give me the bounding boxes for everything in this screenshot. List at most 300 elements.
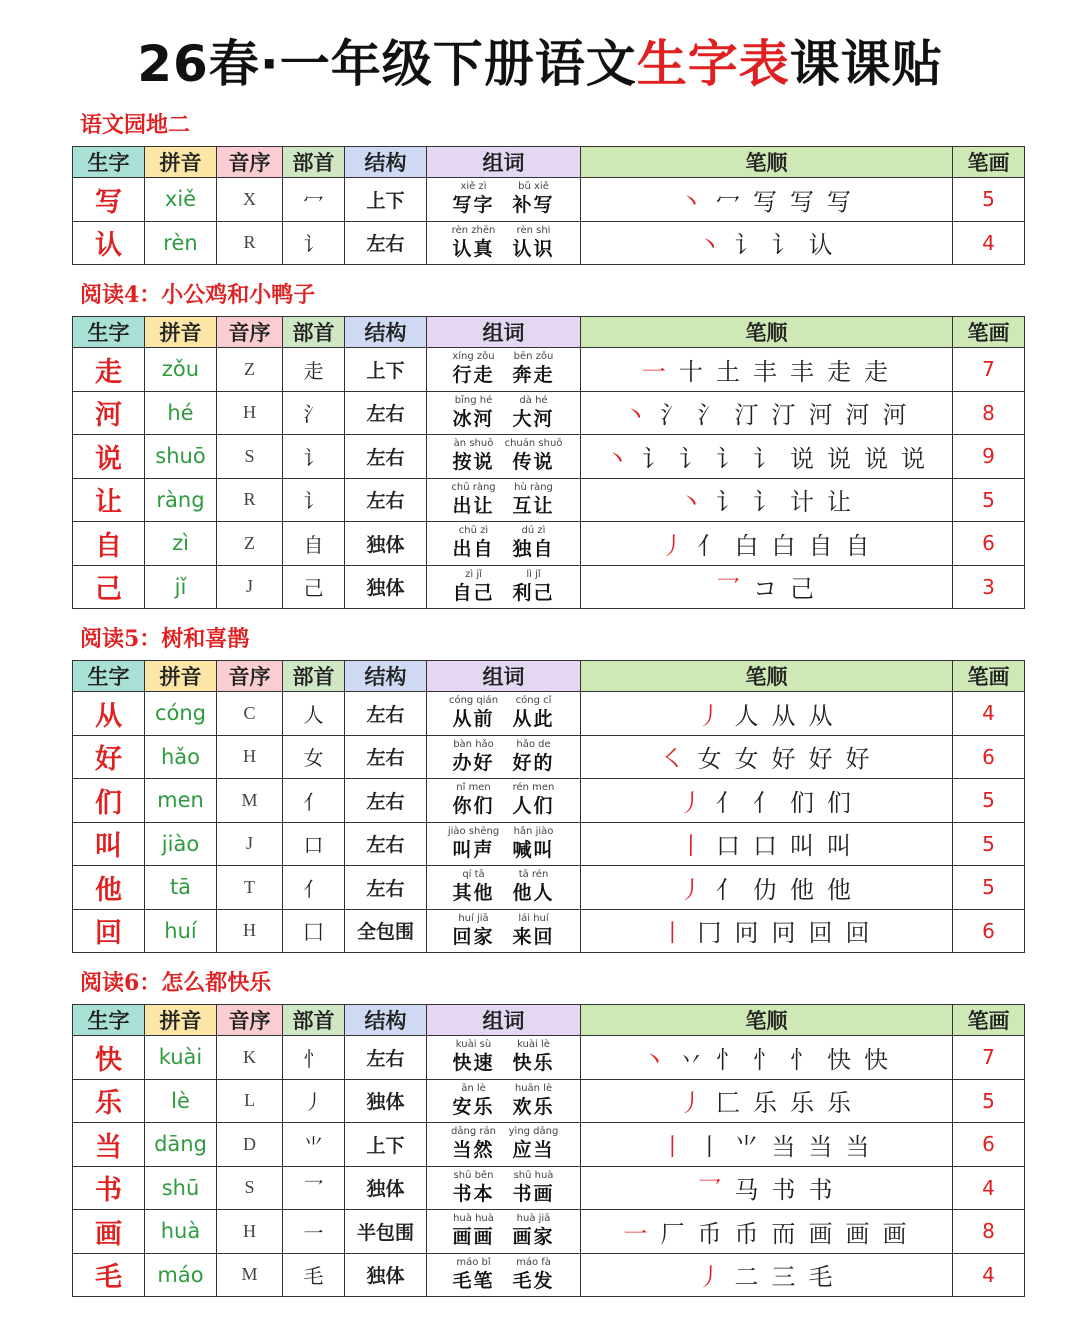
word-chinese: 喊叫 [512,838,555,861]
character-table [72,660,1025,953]
stroke-step: 仂 [753,875,777,904]
character-cell: 回 [73,909,145,953]
word-pair [444,181,504,217]
word-pinyin: rèn zhēn [451,224,496,236]
title-suffix: 课课贴 [789,35,943,93]
order-cell: H [217,1210,283,1254]
header-strokes: 笔顺 [581,147,953,178]
stroke-count-cell: 5 [953,779,1025,823]
stroke-order-cell [581,435,953,479]
word-chinese: 利己 [512,581,555,604]
character-cell: 写 [73,178,145,222]
table-row [73,779,1025,823]
word-pair [504,782,564,818]
stroke-step: 画 [882,1219,907,1248]
stroke-count-cell: 6 [953,522,1025,566]
radical-cell: 亻 [283,779,345,823]
stroke-count-cell: 4 [953,1253,1025,1297]
table-row [73,1123,1025,1167]
character-cell: 当 [73,1123,145,1167]
stroke-step: 叫 [827,832,851,861]
table-header [73,661,1025,692]
stroke-step: 乐 [753,1089,777,1118]
stroke-step: 画 [808,1219,833,1248]
word-pinyin: cóng qián [448,695,499,707]
stroke-step: 乐 [827,1089,851,1118]
order-cell: H [217,909,283,953]
structure-cell: 左右 [345,435,427,479]
stroke-step: 写 [753,187,777,216]
stroke-step: 口 [716,832,740,861]
word-pair [444,739,504,775]
word-chinese: 冰河 [452,407,495,430]
stroke-order-cell [581,348,953,392]
radical-cell: 囗 [283,909,345,953]
stroke-order-cell [581,692,953,736]
words-cell [427,866,581,910]
stroke-step: 厂 [660,1219,685,1248]
word-pair [444,569,504,605]
words-cell [427,391,581,435]
word-chinese: 传说 [512,451,555,474]
word-chinese: 书画 [512,1182,555,1205]
table-row [73,1210,1025,1254]
character-cell: 画 [73,1210,145,1254]
stroke-count-cell: 5 [953,822,1025,866]
stroke-step: 口 [753,832,777,861]
stroke-step: 白 [734,531,759,560]
stroke-count-cell: 9 [953,435,1025,479]
structure-cell: 左右 [345,221,427,265]
word-chinese: 奔走 [512,364,555,387]
structure-cell: 左右 [345,692,427,736]
word-pair [504,1083,564,1119]
order-cell: X [217,178,283,222]
table-row [73,565,1025,609]
stroke-count-cell: 6 [953,909,1025,953]
stroke-step: 丿 [660,531,685,560]
character-cell: 们 [73,779,145,823]
pinyin-cell: zì [145,522,217,566]
word-chinese: 应当 [512,1139,555,1162]
stroke-step: 氵 [697,401,722,430]
stroke-count-cell: 5 [953,478,1025,522]
word-pair [504,438,564,474]
pinyin-cell: dāng [145,1123,217,1167]
stroke-step: 匚 [716,1089,740,1118]
stroke-step: 丷 [679,1045,703,1074]
section-title: 语文园地二 [80,112,191,138]
header-count: 笔画 [953,661,1025,692]
pinyin-cell: men [145,779,217,823]
order-cell: Z [217,522,283,566]
stroke-step: 讠 [753,488,777,517]
stroke-order-cell [581,1166,953,1210]
stroke-order-cell [581,1079,953,1123]
stroke-step: 从 [771,701,796,730]
word-pinyin: dà hé [519,394,548,406]
words-cell [427,735,581,779]
stroke-step: 土 [716,357,740,386]
stroke-order-cell [581,221,953,265]
word-pair [444,1257,504,1293]
header-char: 生字 [73,1005,145,1036]
header-order: 音序 [217,147,283,178]
structure-cell: 独体 [345,1079,427,1123]
stroke-step: 亻 [716,788,740,817]
stroke-step: 二 [734,1263,759,1292]
table-row [73,1036,1025,1080]
words-cell [427,1210,581,1254]
table-row [73,221,1025,265]
pinyin-cell: tā [145,866,217,910]
word-pinyin: rén men [512,782,555,794]
table-row [73,348,1025,392]
stroke-step: 说 [790,444,814,473]
stroke-step: 讠 [771,231,796,260]
section-title: 阅读6：怎么都快乐 [80,970,272,996]
word-pair [504,1039,564,1075]
structure-cell: 独体 [345,565,427,609]
order-cell: H [217,735,283,779]
stroke-step: 亻 [753,788,777,817]
character-cell: 乐 [73,1079,145,1123]
stroke-step: 说 [864,444,888,473]
stroke-step: 讠 [753,444,777,473]
stroke-order-cell [581,1036,953,1080]
stroke-step: 汀 [734,401,759,430]
stroke-step: 当 [808,1132,833,1161]
order-cell: R [217,221,283,265]
word-chinese: 大河 [512,407,555,430]
header-pinyin: 拼音 [145,317,217,348]
order-cell: K [217,1036,283,1080]
word-chinese: 行走 [452,364,495,387]
stroke-step: 毛 [808,1263,833,1292]
stroke-step: 忄 [753,1045,777,1074]
word-pair [444,826,504,862]
word-chinese: 出让 [452,494,495,517]
stroke-step: 他 [790,875,814,904]
words-cell [427,522,581,566]
word-pair [504,1213,564,1249]
word-chinese: 来回 [512,925,555,948]
word-pinyin: bǔ xiě [518,181,549,193]
word-chinese: 互让 [512,494,555,517]
word-chinese: 画画 [452,1226,495,1249]
header-count: 笔画 [953,317,1025,348]
word-pinyin: huí jiā [458,912,489,924]
stroke-count-cell: 4 [953,1166,1025,1210]
structure-cell: 左右 [345,866,427,910]
word-chinese: 毛笔 [452,1269,495,1292]
stroke-order-cell [581,1123,953,1167]
stroke-step: 们 [790,788,814,817]
character-cell: 好 [73,735,145,779]
stroke-order-cell [581,178,953,222]
header-pinyin: 拼音 [145,1005,217,1036]
word-pinyin: chū ràng [451,481,496,493]
character-table [72,146,1025,265]
word-pinyin: huà huà [453,1213,494,1225]
character-cell: 从 [73,692,145,736]
pinyin-cell: jǐ [145,565,217,609]
word-chinese: 认真 [452,237,495,260]
word-pair [444,395,504,431]
table-row [73,1079,1025,1123]
word-pinyin: shū běn [453,1169,494,1181]
table-row [73,692,1025,736]
word-chinese: 书本 [452,1182,495,1205]
stroke-count-cell: 4 [953,221,1025,265]
header-structure: 结构 [345,317,427,348]
structure-cell: 左右 [345,779,427,823]
word-pinyin: shū huà [513,1169,554,1181]
character-cell: 己 [73,565,145,609]
stroke-count-cell: 5 [953,866,1025,910]
word-pinyin: bīng hé [454,394,493,406]
stroke-step: 丶 [697,231,722,260]
word-chinese: 毛发 [512,1269,555,1292]
radical-cell: 己 [283,565,345,609]
order-cell: H [217,391,283,435]
word-pair [444,351,504,387]
word-pair [444,913,504,949]
stroke-step: 河 [882,401,907,430]
character-table [72,1004,1025,1297]
stroke-step: 亻 [716,875,740,904]
stroke-step: 丨 [660,1132,685,1161]
order-cell: L [217,1079,283,1123]
order-cell: S [217,435,283,479]
word-pinyin: zì jǐ [465,568,482,580]
pinyin-cell: jiào [145,822,217,866]
word-chinese: 认识 [512,237,555,260]
table-header [73,147,1025,178]
stroke-step: 好 [845,745,870,774]
stroke-step: 讠 [716,488,740,517]
stroke-step: 丰 [790,357,814,386]
stroke-step: 自 [808,531,833,560]
stroke-step: 讠 [716,444,740,473]
title-highlight: 生字表 [636,35,790,93]
word-pinyin: chū zì [458,525,489,537]
radical-cell: 女 [283,735,345,779]
pinyin-cell: zǒu [145,348,217,392]
word-pair [504,482,564,518]
stroke-step: 氵 [660,401,685,430]
word-pair [504,739,564,775]
stroke-step: 丿 [679,875,703,904]
word-pinyin: máo fà [516,1256,551,1268]
stroke-step: 讠 [642,444,666,473]
radical-cell: 讠 [283,478,345,522]
character-cell: 叫 [73,822,145,866]
stroke-step: 一 [642,357,666,386]
stroke-count-cell: 4 [953,692,1025,736]
header-radical: 部首 [283,1005,345,1036]
words-cell [427,779,581,823]
stroke-step: 丨 [679,832,703,861]
table-row [73,391,1025,435]
structure-cell: 左右 [345,478,427,522]
word-pinyin: lái huí [518,912,549,924]
stroke-step: 快 [827,1045,851,1074]
stroke-step: 叫 [790,832,814,861]
table-header [73,1005,1025,1036]
stroke-step: 当 [771,1132,796,1161]
character-cell: 书 [73,1166,145,1210]
word-pinyin: xiě zì [460,181,487,193]
header-order: 音序 [217,317,283,348]
structure-cell: 半包围 [345,1210,427,1254]
order-cell: Z [217,348,283,392]
stroke-step: 自 [845,531,870,560]
stroke-step: 三 [771,1263,796,1292]
header-count: 笔画 [953,1005,1025,1036]
word-pinyin: yìng dāng [508,1126,559,1138]
word-pair [444,1039,504,1075]
stroke-step: 丿 [697,1263,722,1292]
pinyin-cell: hǎo [145,735,217,779]
word-pair [444,1083,504,1119]
stroke-step: 冖 [716,187,740,216]
stroke-order-cell [581,391,953,435]
header-words: 组词 [427,1005,581,1036]
header-char: 生字 [73,317,145,348]
stroke-order-cell [581,565,953,609]
stroke-step: 亻 [697,531,722,560]
word-chinese: 按说 [452,451,495,474]
header-radical: 部首 [283,147,345,178]
stroke-step: 好 [808,745,833,774]
header-pinyin: 拼音 [145,147,217,178]
stroke-count-cell: 8 [953,391,1025,435]
word-pinyin: máo bǐ [456,1256,491,1268]
stroke-order-cell [581,522,953,566]
structure-cell: 左右 [345,1036,427,1080]
word-chinese: 从前 [452,708,495,731]
words-cell [427,692,581,736]
word-pair [504,826,564,862]
table-header [73,317,1025,348]
stroke-step: 说 [827,444,851,473]
radical-cell: ⺌ [283,1123,345,1167]
word-pair [504,525,564,561]
order-cell: D [217,1123,283,1167]
radical-cell: 讠 [283,435,345,479]
word-chinese: 办好 [452,751,495,774]
table-row [73,822,1025,866]
header-structure: 结构 [345,661,427,692]
word-pinyin: hù ràng [514,481,553,493]
word-chinese: 快速 [452,1052,495,1075]
words-cell [427,348,581,392]
table-row [73,478,1025,522]
stroke-step: 一 [623,1219,648,1248]
words-cell [427,909,581,953]
order-cell: C [217,692,283,736]
word-pair [504,351,564,387]
header-words: 组词 [427,147,581,178]
word-pair [444,782,504,818]
radical-cell: 走 [283,348,345,392]
radical-cell: 人 [283,692,345,736]
word-pinyin: dāng rán [451,1126,496,1138]
word-chinese: 画家 [512,1226,555,1249]
order-cell: M [217,1253,283,1297]
word-pinyin: ān lè [461,1082,486,1094]
word-pair [444,482,504,518]
stroke-step: 忄 [790,1045,814,1074]
word-pair [444,1126,504,1162]
word-pinyin: nǐ men [456,782,491,794]
stroke-count-cell: 6 [953,1123,1025,1167]
stroke-step: 书 [808,1176,833,1205]
radical-cell: 一 [283,1210,345,1254]
word-chinese: 独自 [512,538,555,561]
stroke-step: 丰 [753,357,777,386]
header-pinyin: 拼音 [145,661,217,692]
stroke-count-cell: 5 [953,178,1025,222]
stroke-step: 讠 [734,231,759,260]
stroke-step: 白 [771,531,796,560]
stroke-order-cell [581,735,953,779]
word-pinyin: lì jǐ [526,568,541,580]
word-pinyin: huān lè [514,1082,553,1094]
stroke-step: 乛 [716,575,740,604]
stroke-step: ㇛ [660,745,685,774]
word-chinese: 叫声 [452,838,495,861]
stroke-step: 河 [845,401,870,430]
word-chinese: 好的 [512,751,555,774]
table-row [73,1253,1025,1297]
stroke-step: 而 [771,1219,796,1248]
order-cell: R [217,478,283,522]
character-cell: 走 [73,348,145,392]
word-pair [444,1170,504,1206]
word-pinyin: dú zì [521,525,546,537]
word-pair [504,1257,564,1293]
character-cell: 让 [73,478,145,522]
radical-cell: 毛 [283,1253,345,1297]
header-order: 音序 [217,1005,283,1036]
word-pair [444,525,504,561]
header-char: 生字 [73,661,145,692]
header-strokes: 笔顺 [581,317,953,348]
stroke-step: 写 [827,187,851,216]
stroke-step: 画 [845,1219,870,1248]
word-pair [504,913,564,949]
stroke-count-cell: 6 [953,735,1025,779]
stroke-step: 人 [734,701,759,730]
stroke-step: 走 [827,357,851,386]
word-chinese: 快乐 [512,1052,555,1075]
table-row [73,178,1025,222]
stroke-step: 计 [790,488,814,517]
order-cell: S [217,1166,283,1210]
structure-cell: 独体 [345,1253,427,1297]
word-chinese: 欢乐 [512,1095,555,1118]
word-pair [504,695,564,731]
radical-cell: 乛 [283,1166,345,1210]
stroke-step: 忄 [716,1045,740,1074]
header-strokes: 笔顺 [581,1005,953,1036]
stroke-step: 丨 [697,1132,722,1161]
stroke-count-cell: 8 [953,1210,1025,1254]
structure-cell: 左右 [345,822,427,866]
stroke-step: 回 [845,919,870,948]
